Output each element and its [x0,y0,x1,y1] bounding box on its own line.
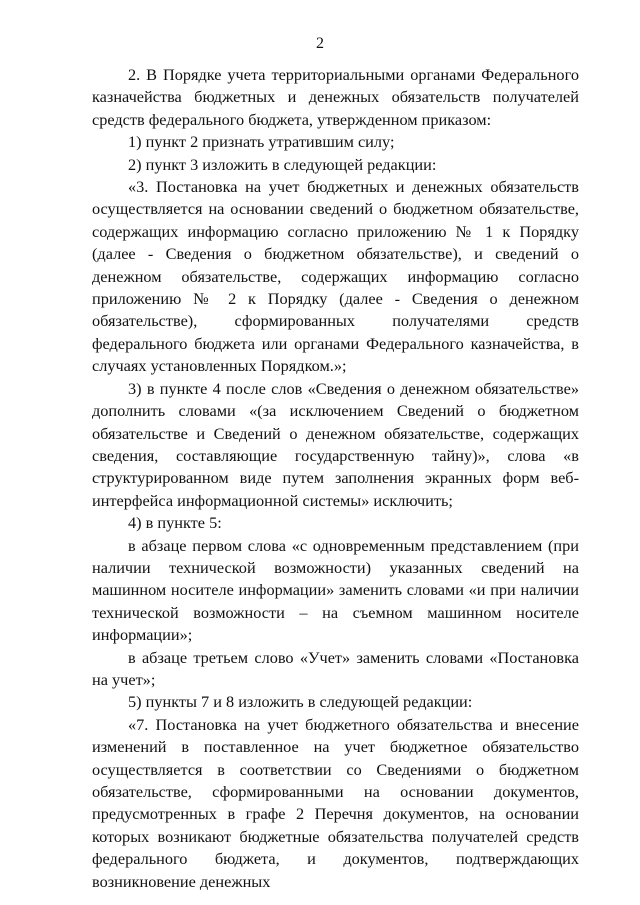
page-number: 2 [316,35,324,52]
paragraph-subitem-5: 5) пункты 7 и 8 изложить в следующей редакции: [128,692,473,712]
paragraph-subitem-3: 3) в пункте 4 после слов «Сведения о денежном обязательстве» дополнить словами «(за исключением Сведений о бюджетном обязательстве и Сведений о денежном обязательстве, содержащих сведения, составляющие государственную тайну)», слова «в структурированном виде путем заполнения экранных форм веб-интерфейса информационной системы» исключить; [92,378,579,510]
paragraph-subitem-2: 2) пункт 3 изложить в следующей редакции: [128,154,437,174]
paragraph-abzac-1: в абзаце первом слова «с одновременным представлением (при наличии технической возможности) указанных сведений на машинном носителе информации» заменить словами «и при наличии технической возможности – на съемном машинном носителе информации»; [92,535,579,645]
document-body [92,64,579,893]
paragraph-clause-3-text: «3. Постановка на учет бюджетных и денежных обязательств осуществляется на основании сведений о бюджетном обязательстве, содержащих информацию согласно приложению № 1 к Порядку (далее - Сведения о бюджетном обязательстве), и сведений о денежном обязательстве, содержащих информацию согласно приложению № 2 к Порядку (далее - Сведения о денежном обязательстве), сформированных получателями средств федерального бюджета или органами Федерального казначейства, в случаях установленных Порядком.»; [92,177,579,376]
paragraph-subitem-4: 4) в пункте 5: [128,513,222,533]
paragraph-subitem-1: 1) пункт 2 признать утратившим силу; [128,132,395,152]
paragraph-item-2-intro: 2. В Порядке учета территориальными органами Федерального казначейства бюджетных и денежных обязательств получателей средств федерального бюджета, утвержденном приказом: [92,65,579,129]
paragraph-abzac-3: в абзаце третьем слово «Учет» заменить словами «Постановка на учет»; [92,647,579,689]
paragraph-clause-7-text: «7. Постановка на учет бюджетного обязательства и внесение изменений в поставленное на учет бюджетное обязательство осуществляется в соответствии со Сведениями о бюджетном обязательстве, сформированными на основании документов, предусмотренных в графе 2 Перечня документов, на основании которых возникают бюджетные обязательства получателей средств федерального бюджета, и документов, подтверждающих возникновение денежных [92,714,579,891]
